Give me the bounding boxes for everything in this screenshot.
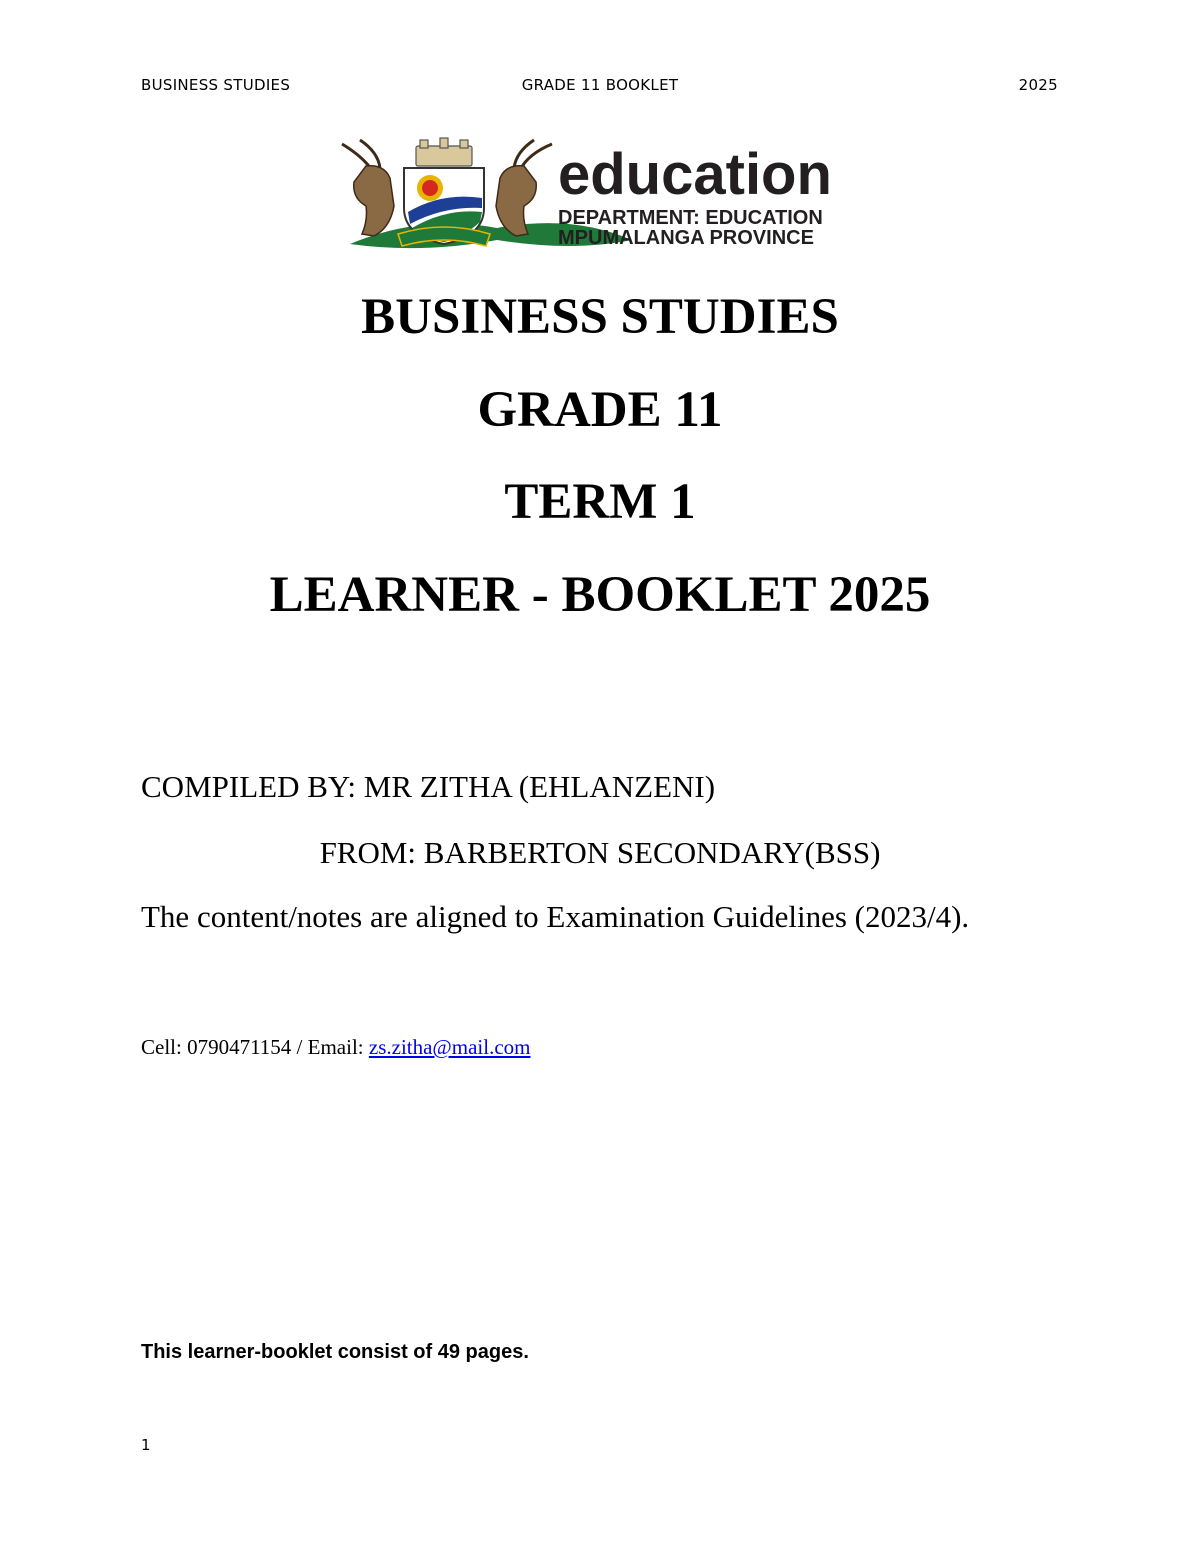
compiled-by: COMPILED BY: MR ZITHA (EHLANZENI) <box>141 769 716 804</box>
logo-wordmark: education <box>558 142 832 207</box>
booklet-title: LEARNER - BOOKLET 2025 <box>269 567 931 623</box>
logo-department-line: DEPARTMENT: EDUCATION <box>558 207 823 229</box>
subject-title: BUSINESS STUDIES <box>361 289 839 345</box>
grade-title: GRADE 11 <box>477 382 723 438</box>
page-count-note: This learner-booklet consist of 49 pages. <box>141 1341 529 1363</box>
header-booklet: GRADE 11 BOOKLET <box>521 76 679 94</box>
contact-line <box>141 1034 531 1060</box>
education-department-logo <box>332 136 872 254</box>
email-link[interactable]: zs.zitha@mail.com <box>368 1035 531 1059</box>
school-from: FROM: BARBERTON SECONDARY(BSS) <box>319 835 881 870</box>
logo-province-line: MPUMALANGA PROVINCE <box>558 227 814 249</box>
term-title: TERM 1 <box>504 474 696 530</box>
alignment-note: The content/notes are aligned to Examination Guidelines (2023/4). <box>141 899 970 934</box>
contact-cell: Cell: 0790471154 / Email: <box>141 1035 369 1059</box>
header-year: 2025 <box>1018 76 1058 94</box>
page-number: 1 <box>141 1436 151 1454</box>
header-subject: BUSINESS STUDIES <box>141 76 291 94</box>
